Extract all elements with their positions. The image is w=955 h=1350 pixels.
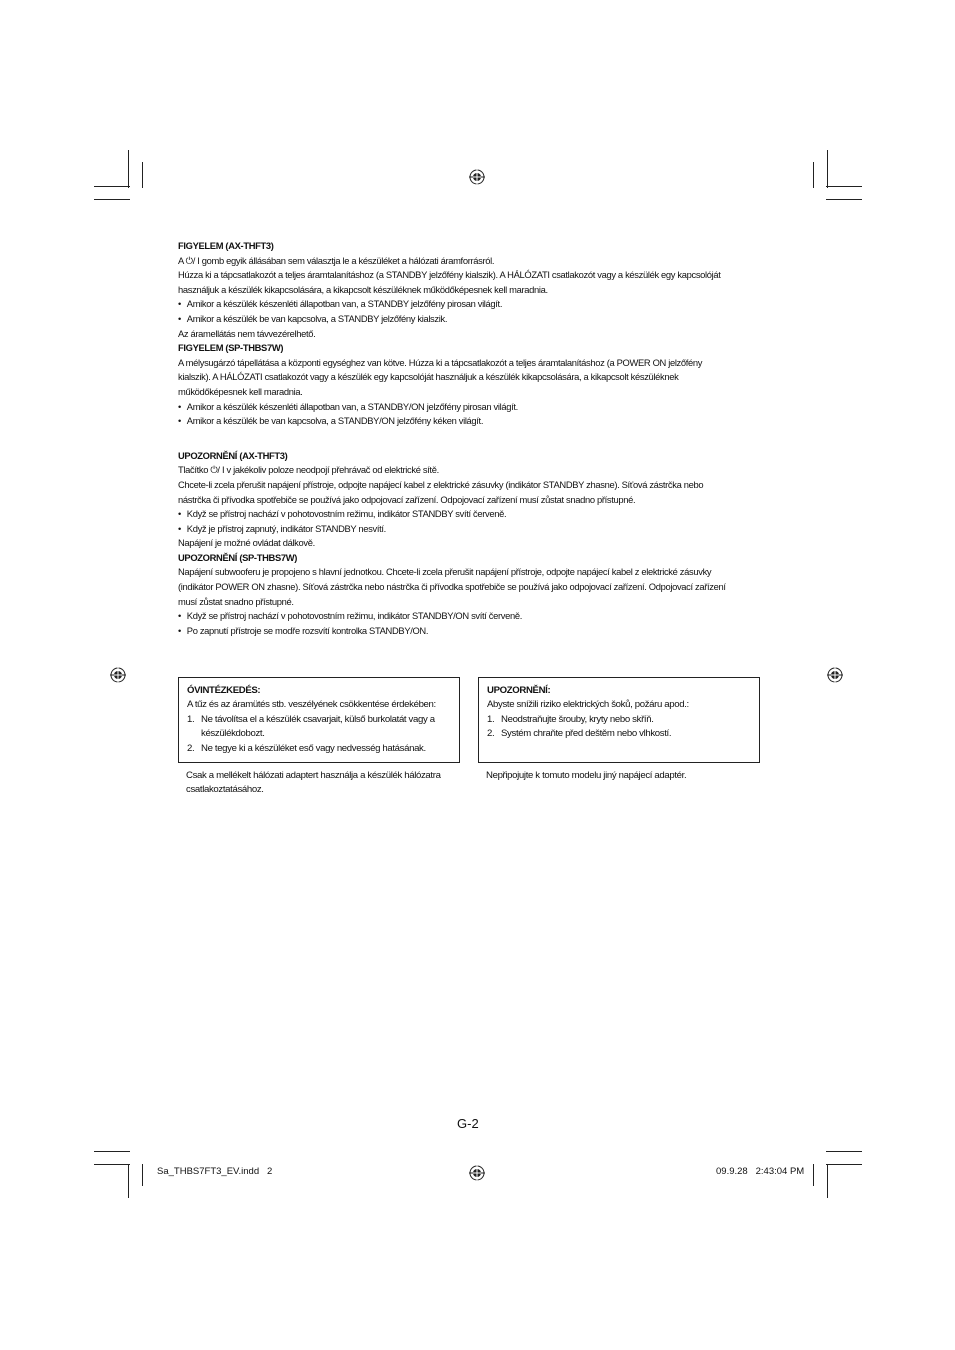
registration-mark-icon bbox=[110, 667, 126, 683]
caution-box-hu bbox=[178, 677, 460, 763]
crop-mark bbox=[826, 186, 862, 187]
list-item: • Amikor a készülék készenléti állapotban van, a STANDBY/ON jelzőfény pirosan világít. bbox=[178, 401, 725, 416]
note-line: Csak a mellékelt hálózati adaptert használja a készülék hálózatra bbox=[186, 770, 441, 781]
item-number: 1. bbox=[187, 713, 195, 725]
box-intro: Abyste snížili riziko elektrických šoků, požáru apod.: bbox=[487, 699, 689, 711]
numbered-item bbox=[187, 742, 451, 756]
crop-mark bbox=[94, 1151, 130, 1152]
section-heading: FIGYELEM (AX-THFT3) bbox=[178, 241, 274, 252]
box-heading: ÓVINTÉZKEDÉS: bbox=[187, 685, 261, 696]
crop-mark bbox=[94, 199, 130, 200]
crop-mark bbox=[142, 162, 143, 188]
paragraph-line: működőképesnek kell maradnia. bbox=[178, 386, 303, 398]
paragraph-line: (indikátor POWER ON zhasne). Síťová zástrčka nebo nástrčka či přívodka spotřebiče se používá jako odpojovací zařízení. Odpojovací zařízení bbox=[178, 582, 726, 594]
crop-mark bbox=[826, 1164, 862, 1165]
box-heading: UPOZORNĚNÍ: bbox=[487, 685, 551, 696]
footer-timestamp: 09.9.28 2:43:04 PM bbox=[716, 1166, 805, 1177]
warning-section-cz-sp bbox=[178, 552, 725, 640]
note-line: Nepřipojujte k tomuto modelu jiný napájecí adaptér. bbox=[486, 770, 687, 781]
note-line: csatlakoztatásához. bbox=[186, 784, 264, 796]
item-text: Neodstraňujte šrouby, kryty nebo skříň. bbox=[501, 713, 654, 725]
power-icon: ⏻/ I bbox=[210, 465, 225, 477]
crop-mark bbox=[826, 199, 862, 200]
list-item: • Když se přístroj nachází v pohotovostním režimu, indikátor STANDBY/ON svítí červeně. bbox=[178, 610, 725, 625]
main-text bbox=[178, 240, 725, 639]
list-item: • Když je přístroj zapnutý, indikátor STANDBY nesvítí. bbox=[178, 523, 725, 538]
crop-mark bbox=[827, 1164, 828, 1198]
registration-mark-icon bbox=[469, 1165, 485, 1181]
paragraph-line: A mélysugárzó tápellátása a központi egységhez van kötve. Húzza ki a tápcsatlakozót a teljes áramtalanításhoz (a POWER ON jelzőfény bbox=[178, 357, 703, 369]
power-icon: ⏻/ I bbox=[185, 255, 200, 267]
paragraph-line bbox=[178, 255, 725, 270]
item-text: Ne tegye ki a készüléket eső vagy nedvesség hatásának. bbox=[201, 742, 426, 754]
item-number: 2. bbox=[487, 728, 495, 740]
paragraph-line: Napájení je možné ovládat dálkově. bbox=[178, 538, 315, 550]
registration-mark-icon bbox=[469, 169, 485, 185]
item-text: Ne távolítsa el a készülék csavarjait, külső burkolatát vagy a bbox=[201, 713, 435, 725]
footer-filename: Sa_THBS7FT3_EV.indd 2 bbox=[157, 1166, 273, 1177]
crop-mark bbox=[827, 150, 828, 188]
section-heading: FIGYELEM (SP-THBS7W) bbox=[178, 343, 284, 355]
numbered-item bbox=[187, 713, 451, 727]
text: Tlačítko bbox=[178, 465, 211, 477]
paragraph-line: Chcete-li zcela přerušit napájení přístroje, odpojte napájecí kabel z elektrické zásuvky (indikátor STANDBY zhasne). Síťová zástrčka nebo bbox=[178, 479, 704, 491]
page-number: G-2 bbox=[457, 1116, 479, 1131]
numbered-item bbox=[487, 713, 751, 727]
paragraph-line: kialszik). A HÁLÓZATI csatlakozót vagy a készülék egy kapcsolóját használjuk a készülék kikapcsolására, a kikapcsolt készüléknek bbox=[178, 372, 679, 384]
warning-section-cz-ax bbox=[178, 450, 725, 552]
crop-mark bbox=[128, 1164, 129, 1198]
paragraph-line: musí zůstat snadno přístupné. bbox=[178, 596, 294, 608]
text: A bbox=[178, 255, 186, 267]
crop-mark bbox=[94, 186, 130, 187]
crop-mark bbox=[142, 1164, 143, 1186]
item-number: 1. bbox=[487, 713, 495, 725]
item-text: Systém chraňte před deštěm nebo vlhkostí. bbox=[501, 728, 672, 740]
warning-section-hu-ax bbox=[178, 240, 725, 342]
adapter-note-cz bbox=[486, 769, 686, 783]
list-item: • Když se přístroj nachází v pohotovostním režimu, indikátor STANDBY svítí červeně. bbox=[178, 508, 725, 523]
text: gomb egyik állásában sem választja le a készüléket a hálózati áramforrásról. bbox=[199, 255, 495, 267]
crop-mark bbox=[94, 1164, 130, 1165]
item-number: 2. bbox=[187, 742, 195, 754]
crop-mark bbox=[128, 150, 129, 188]
list-item: • Amikor a készülék be van kapcsolva, a STANDBY jelzőfény kialszik. bbox=[178, 313, 725, 328]
list-item: • Po zapnutí přístroje se modře rozsvítí kontrolka STANDBY/ON. bbox=[178, 625, 725, 640]
caution-box-cz bbox=[478, 677, 760, 763]
paragraph-line: használjuk a készülék kikapcsolására, a kikapcsolt készüléknek működőképesnek kell maradnia. bbox=[178, 284, 548, 296]
adapter-note-hu bbox=[186, 769, 441, 798]
box-intro: A tűz és az áramütés stb. veszélyének csökkentése érdekében: bbox=[187, 699, 436, 711]
crop-mark bbox=[813, 1164, 814, 1186]
text: v jakékoliv poloze neodpojí přehrávač od elektrické sítě. bbox=[224, 465, 439, 477]
paragraph-line: nástrčka či přívodka spotřebiče se používá jako odpojovací zařízení. Odpojovací zařízení musí zůstat snadno přístupné. bbox=[178, 494, 636, 506]
numbered-item-continuation: készülékdobozt. bbox=[201, 728, 265, 740]
registration-mark-icon bbox=[827, 667, 843, 683]
paragraph-line: Húzza ki a tápcsatlakozót a teljes áramtalanításhoz (a STANDBY jelzőfény kialszik). A HÁLÓZATI csatlakozót vagy a készülék egy kapcsolóját bbox=[178, 270, 721, 282]
crop-mark bbox=[826, 1151, 862, 1152]
section-heading: UPOZORNĚNÍ (AX-THFT3) bbox=[178, 450, 288, 462]
crop-mark bbox=[813, 162, 814, 188]
numbered-item bbox=[487, 727, 751, 741]
list-item: • Amikor a készülék be van kapcsolva, a STANDBY/ON jelzőfény kéken világít. bbox=[178, 415, 725, 430]
section-heading: UPOZORNĚNÍ (SP-THBS7W) bbox=[178, 552, 298, 564]
warning-section-hu-sp bbox=[178, 342, 725, 430]
paragraph-line: Az áramellátás nem távvezérelhető. bbox=[178, 328, 316, 340]
paragraph-line: Napájení subwooferu je propojeno s hlavní jednotkou. Chcete-li zcela přerušit napájení přístroje, odpojte napájecí kabel z elektrické zásuvky bbox=[178, 567, 712, 579]
list-item: • Amikor a készülék készenléti állapotban van, a STANDBY jelzőfény pirosan világít. bbox=[178, 298, 725, 313]
paragraph-line bbox=[178, 464, 725, 479]
